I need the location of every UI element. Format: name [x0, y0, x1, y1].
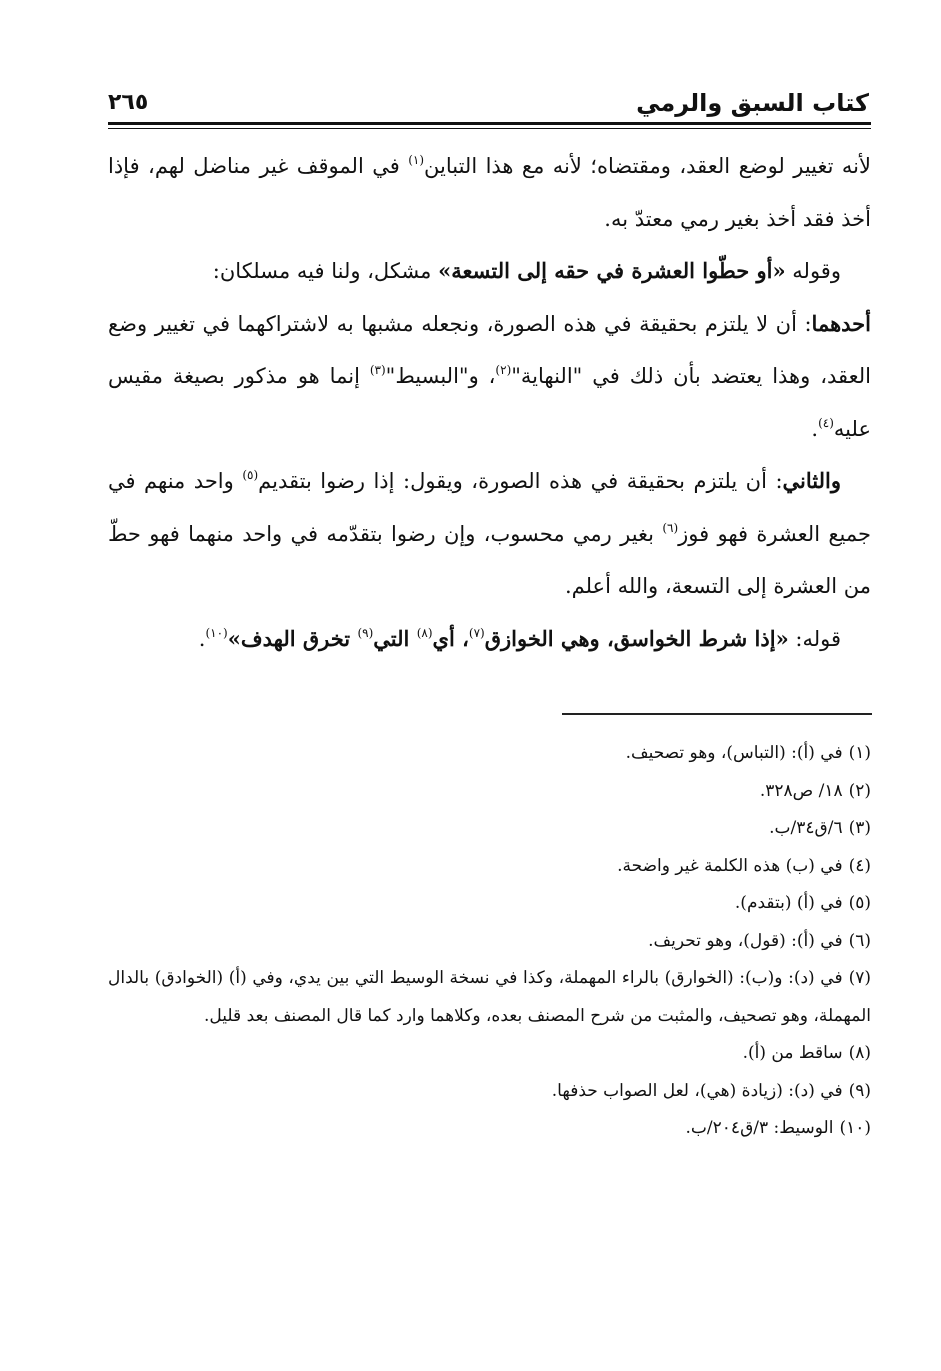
- footnote-number: (٣): [848, 818, 871, 838]
- footnote-ref: (٨): [416, 625, 433, 640]
- footnote-number: (٨): [848, 1043, 871, 1063]
- footnote-text: ٦/ق٣٤/ب.: [769, 818, 843, 838]
- footnote-number: (٤): [848, 855, 871, 876]
- footnote-number: (٢): [848, 780, 871, 801]
- footnote-ref: (٩): [357, 625, 374, 640]
- paragraph-2: [108, 245, 871, 298]
- footnote-number: (٦): [848, 930, 871, 951]
- paragraph-label: أحدهما: [811, 310, 871, 336]
- page-number: ٢٦٥: [108, 90, 149, 115]
- footnotes: [108, 735, 871, 1148]
- text-run: إنما هو مذكور بصيغة مقيس عليه: [108, 364, 871, 441]
- footnote-item: [108, 848, 871, 886]
- footnote-ref: (٥): [242, 468, 259, 482]
- footnote-item: [108, 1110, 871, 1148]
- text-run: بغير رمي محسوب، وإن رضوا بتقدّمه في واحد منهما فهو حطّ من العشرة إلى التسعة، والله أعلم.: [108, 521, 871, 598]
- text-run: لأنه تغيير لوضع العقد، ومقتضاه؛ لأنه مع هذا التباين: [424, 154, 871, 178]
- footnote-number: (٥): [848, 893, 871, 913]
- footnote-text: في (أ): (قول)، وهو تحريف.: [648, 930, 843, 951]
- footnote-text: في (أ): (التباس)، وهو تصحيف.: [625, 743, 843, 763]
- text-run: في الموقف غير مناضل لهم، فإذا أخذ فقد أخذ بغير رمي معتدّ به.: [108, 154, 871, 231]
- footnote-item: [108, 885, 871, 923]
- footnote-item: [108, 735, 871, 773]
- footnote-item: [108, 960, 871, 1035]
- quoted-text: ، أي: [432, 625, 469, 651]
- footnote-text: ١٨/ ص٣٢٨.: [759, 780, 843, 801]
- paragraph-3: [108, 298, 871, 456]
- footnote-number: (١): [848, 743, 871, 763]
- footnote-text: ساقط من (أ).: [742, 1043, 843, 1063]
- text-run: : أن يلتزم بحقيقة في هذه الصورة، ويقول: إذا رضوا بتقديم: [258, 469, 783, 493]
- text-run: مشكل، ولنا فيه مسلكان:: [212, 259, 439, 283]
- paragraph-5: [108, 613, 871, 666]
- footnote-number: (١٠): [839, 1118, 871, 1138]
- text-run: وقوله: [785, 259, 841, 283]
- running-title: كتاب السبق والرمي: [636, 89, 869, 117]
- footnote-ref: (٦): [662, 520, 679, 535]
- footnote-ref: (٣): [369, 363, 386, 377]
- footnote-number: (٧): [848, 968, 871, 988]
- footnote-divider: [562, 713, 872, 715]
- quoted-text: التي: [373, 625, 417, 651]
- footnote-ref: (٢): [495, 363, 512, 377]
- footnote-ref: (١): [408, 153, 425, 167]
- text-run: .: [811, 416, 819, 441]
- text-run: قوله:: [788, 626, 841, 651]
- quoted-text: «إذا شرط الخواسق، وهي الخوازق: [484, 625, 789, 651]
- quoted-text: تخرق الهدف»: [227, 625, 358, 651]
- footnote-item: [108, 773, 871, 811]
- footnote-item: [108, 1035, 871, 1073]
- footnote-text: في (د): (زيادة (هي)، لعل الصواب حذفها.: [551, 1080, 843, 1101]
- footnote-item: [108, 923, 871, 961]
- footnote-ref: (٤): [818, 415, 834, 430]
- paragraph-4: [108, 455, 871, 613]
- footnote-text: في (أ) (بتقدم).: [734, 893, 843, 913]
- footnote-item: [108, 1073, 871, 1111]
- footnote-item: [108, 810, 871, 848]
- footnote-ref: (١٠): [205, 625, 228, 640]
- footnote-text: الوسيط: ٣/ق٢٠٤/ب.: [685, 1118, 834, 1138]
- footnote-text: في (ب) هذه الكلمة غير واضحة.: [617, 855, 843, 876]
- main-text: [108, 140, 871, 665]
- text-run: .: [198, 626, 206, 651]
- paragraph-1: [108, 140, 871, 245]
- text-run: : أن لا يلتزم بحقيقة في هذه الصورة، ونجعله مشبها به لاشتراكهما في تغيير وضع العقد، وهذا يعتضد بأن ذلك في "النهاية": [108, 311, 871, 388]
- text-run: ، و"البسيط": [385, 364, 496, 388]
- footnote-text: في (د): و(ب): (الخوارق) بالراء المهملة، وكذا في نسخة الوسيط التي بين يدي، وفي (أ) (الخوادق) بالدال المهملة، وهو تصحيف، والمثبت من شرح المصنف بعده، وكلاهما وارد كما قال المصنف بعد قليل.: [108, 968, 871, 1026]
- text-run: واحد منهم في جميع العشرة فهو فوز: [108, 469, 871, 546]
- header-rule-thick: [108, 122, 871, 125]
- footnote-number: (٩): [848, 1080, 871, 1101]
- footnote-ref: (٧): [468, 625, 485, 640]
- running-header: [108, 86, 869, 126]
- header-rule-thin: [108, 128, 871, 129]
- paragraph-label: والثاني: [782, 468, 841, 493]
- quoted-text: «أو حطّوا العشرة في حقه إلى التسعة»: [438, 258, 786, 283]
